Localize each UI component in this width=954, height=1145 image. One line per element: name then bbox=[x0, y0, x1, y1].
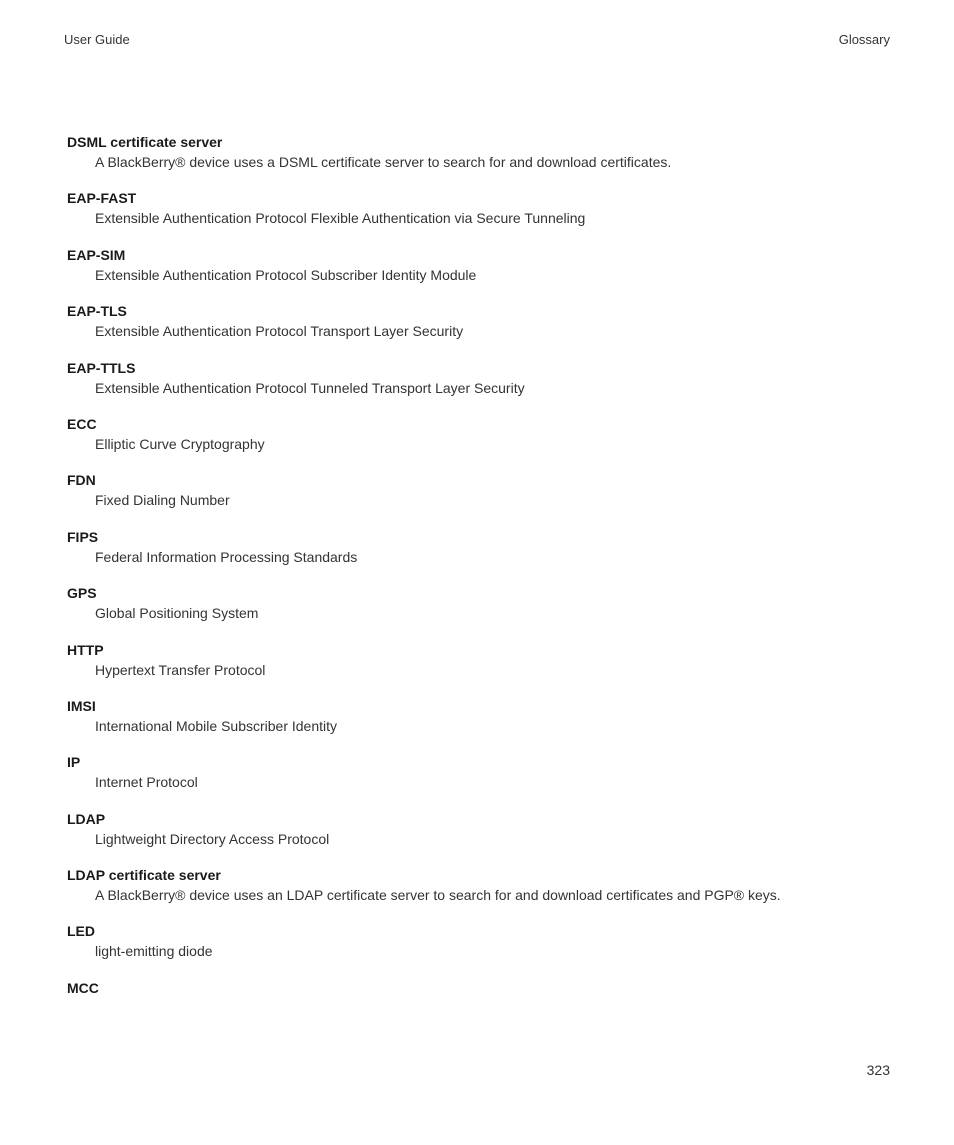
glossary-entry bbox=[67, 527, 890, 583]
glossary-term: EAP-TTLS bbox=[67, 359, 136, 376]
glossary-entry bbox=[67, 583, 890, 639]
header-title: User Guide bbox=[64, 32, 130, 47]
glossary-definition: Elliptic Curve Cryptography bbox=[95, 435, 265, 452]
glossary-term: IP bbox=[67, 754, 81, 771]
glossary-definition: Global Positioning System bbox=[95, 605, 259, 622]
glossary-term: LDAP certificate server bbox=[67, 867, 221, 884]
glossary-entry bbox=[67, 809, 890, 865]
glossary-definition: Extensible Authentication Protocol Flexible Authentication via Secure Tunneling bbox=[95, 210, 586, 227]
glossary-term: MCC bbox=[67, 979, 99, 996]
glossary-entry bbox=[67, 470, 890, 526]
glossary-definition: Extensible Authentication Protocol Tunneled Transport Layer Security bbox=[95, 379, 525, 396]
glossary-term: EAP-TLS bbox=[67, 303, 127, 320]
glossary-definition: International Mobile Subscriber Identity bbox=[95, 717, 338, 734]
glossary-entry bbox=[67, 752, 890, 808]
glossary-definition: light-emitting diode bbox=[95, 943, 213, 960]
glossary-term: GPS bbox=[67, 585, 97, 602]
glossary-term: LDAP bbox=[67, 810, 106, 827]
header-section: Glossary bbox=[838, 32, 890, 47]
glossary-definition: Internet Protocol bbox=[95, 774, 198, 791]
glossary-term: HTTP bbox=[67, 641, 104, 658]
glossary-entry bbox=[67, 696, 890, 752]
glossary-entry bbox=[67, 414, 890, 470]
glossary-entry bbox=[67, 640, 890, 696]
page-number: 323 bbox=[866, 1062, 890, 1078]
glossary-term: ECC bbox=[67, 415, 97, 432]
glossary-entry bbox=[67, 188, 890, 244]
glossary-entry bbox=[67, 921, 890, 977]
glossary-entry bbox=[67, 301, 890, 357]
glossary-definition: Fixed Dialing Number bbox=[95, 492, 230, 509]
glossary-term: EAP-SIM bbox=[67, 246, 126, 263]
glossary-entry bbox=[67, 132, 890, 188]
glossary-term: DSML certificate server bbox=[67, 134, 223, 150]
glossary-definition: Federal Information Processing Standards bbox=[95, 548, 358, 565]
glossary-definition: A BlackBerry® device uses a DSML certificate server to search for and download certificates. bbox=[95, 154, 672, 170]
glossary-entry bbox=[67, 978, 890, 1034]
glossary-definition: Lightweight Directory Access Protocol bbox=[95, 830, 330, 847]
glossary-term: EAP-FAST bbox=[67, 190, 137, 207]
glossary-list bbox=[67, 132, 890, 1034]
glossary-term: IMSI bbox=[67, 697, 96, 714]
glossary-entry bbox=[67, 865, 890, 921]
glossary-definition: A BlackBerry® device uses an LDAP certificate server to search for and download certificates and PGP® keys. bbox=[95, 887, 781, 904]
glossary-entry bbox=[67, 358, 890, 414]
glossary-term: FIPS bbox=[67, 528, 99, 545]
glossary-definition: Extensible Authentication Protocol Subscriber Identity Module bbox=[95, 266, 477, 283]
glossary-term: LED bbox=[67, 923, 95, 940]
glossary-definition: Hypertext Transfer Protocol bbox=[95, 661, 266, 678]
glossary-entry bbox=[67, 245, 890, 301]
glossary-definition: Extensible Authentication Protocol Transport Layer Security bbox=[95, 323, 464, 340]
glossary-term: FDN bbox=[67, 472, 96, 489]
